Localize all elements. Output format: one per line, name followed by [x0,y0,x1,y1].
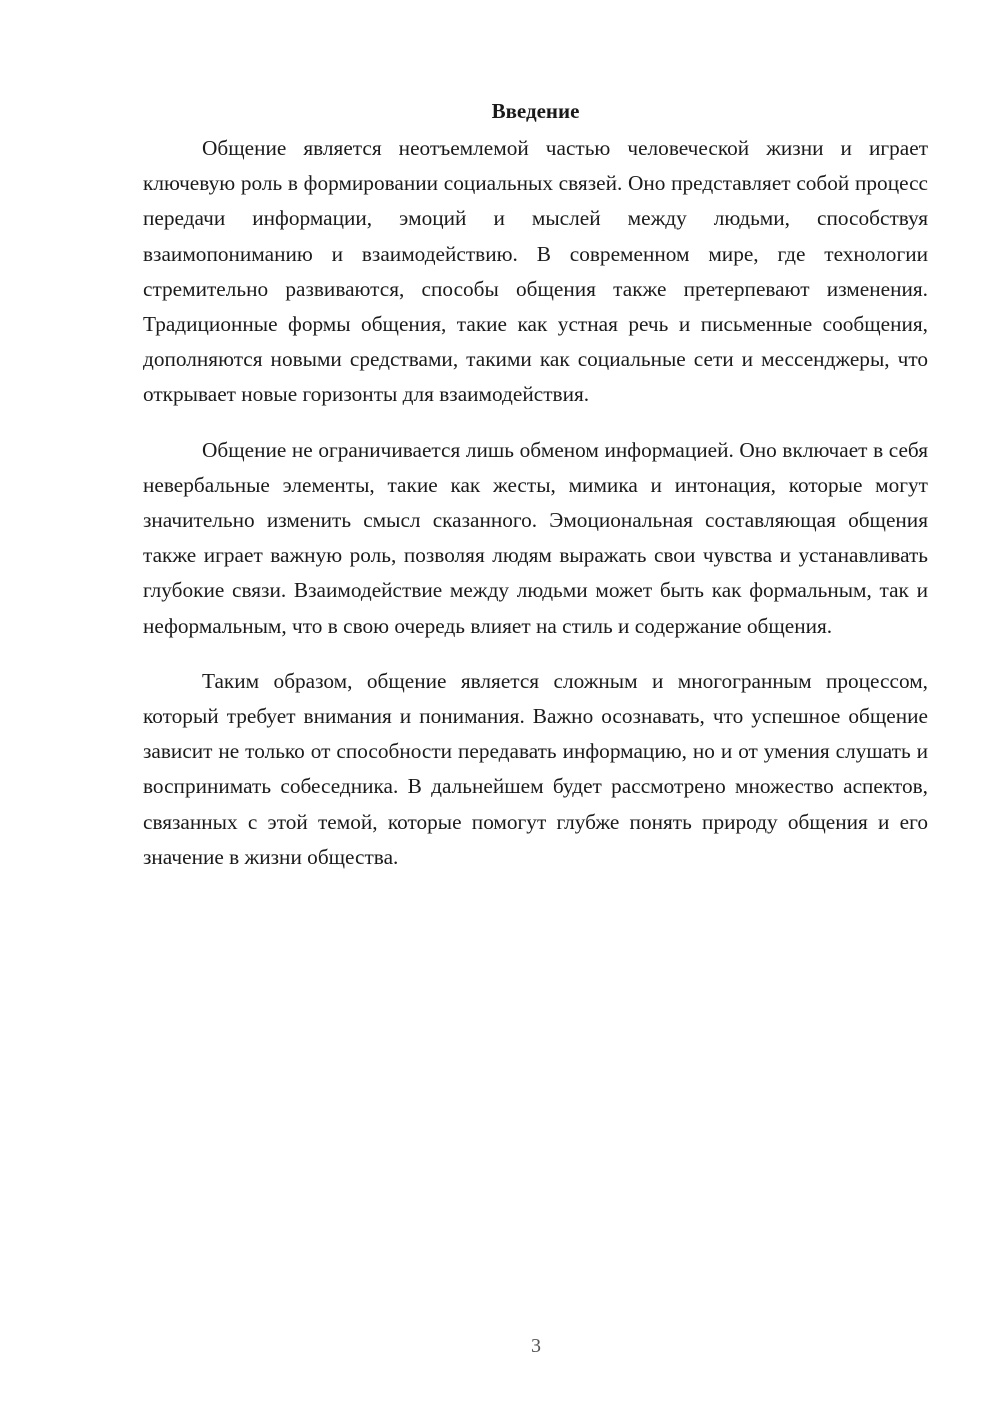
section-title: Введение [491,99,580,123]
page-content [143,96,928,895]
paragraph-2: Общение не ограничивается лишь обменом информацией. Оно включает в себя невербальные элементы, такие как жесты, мимика и интонация, которые могут значительно изменить смысл сказанного. Эмоциональная составляющая общения также играет важную роль, позволяя людям выражать свои чувства и устанавливать глубокие связи. Взаимодействие между людьми может быть как формальным, так и неформальным, что в свою очередь влияет на стиль и содержание общения. [143,437,928,638]
page-number: 3 [531,1335,541,1357]
paragraph-3: Таким образом, общение является сложным и многогранным процессом, который требует внимания и понимания. Важно осознавать, что успешное общение зависит не только от способности передавать информацию, но и от умения слушать и воспринимать собеседника. В дальнейшем будет рассмотрено множество аспектов, связанных с этой темой, которые помогут глубже понять природу общения и его значение в жизни общества. [143,668,928,869]
paragraph-1: Общение является неотъемлемой частью человеческой жизни и играет ключевую роль в формировании социальных связей. Оно представляет собой процесс передачи информации, эмоций и мыслей между людьми, способствуя взаимопониманию и взаимодействию. В современном мире, где технологии стремительно развиваются, способы общения также претерпевают изменения. Традиционные формы общения, такие как устная речь и письменные сообщения, дополняются новыми средствами, такими как социальные сети и мессенджеры, что открывает новые горизонты для взаимодействия. [143,136,928,407]
